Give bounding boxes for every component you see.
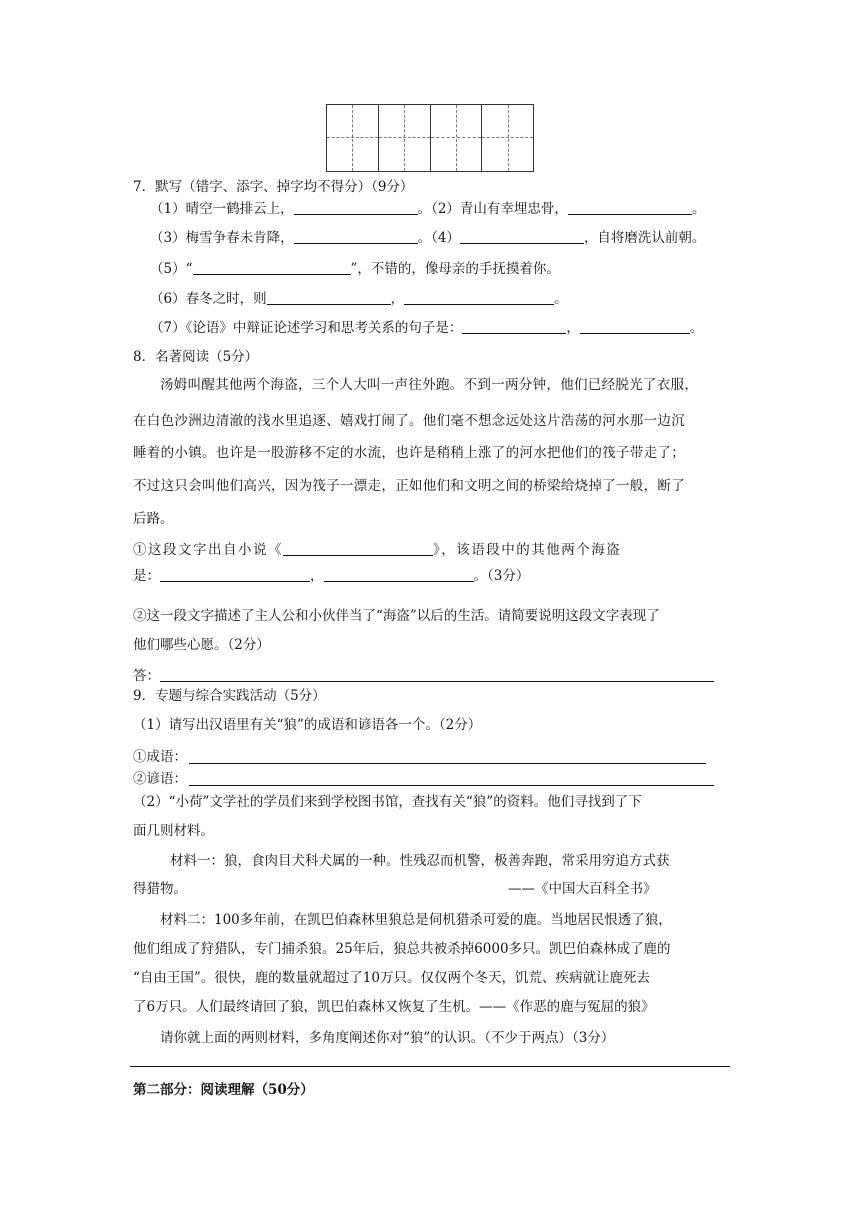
answer-blank[interactable] bbox=[193, 260, 351, 275]
material2-line: “自由王国”。很快，鹿的数量就超过了10万只。仅仅两个冬天，饥荒、疾病就让鹿死去 bbox=[133, 970, 650, 986]
q9-title: 9．专题与综合实践活动（5分） bbox=[133, 688, 326, 704]
grid-cell bbox=[379, 105, 431, 171]
q7-line2 bbox=[150, 229, 705, 247]
answer-blank[interactable] bbox=[404, 290, 554, 305]
answer-line[interactable] bbox=[160, 681, 714, 682]
q7-l3-text: （5）“ bbox=[150, 261, 193, 277]
writing-grid bbox=[326, 104, 534, 172]
passage-line: 在白色沙洲边清澈的浅水里追逐、嬉戏打闹了。他们毫不想念远处这片浩荡的河水那一边沉 bbox=[133, 413, 685, 429]
q7-l3-end: ”，不错的，像母亲的手抚摸着你。 bbox=[350, 261, 560, 277]
passage-line: 睡着的小镇。也许是一股游移不定的水流，也许是稍稍上涨了的河水把他们的筏子带走了； bbox=[133, 445, 685, 461]
q7-l5-text: （7）《论语》中辩证论述学习和思考关系的句子是： bbox=[150, 320, 463, 336]
q9-task: 请你就上面的两则材料，多角度阐述你对“狼”的认识。（不少于两点）（3分） bbox=[160, 1030, 615, 1046]
q8-sub2: ②这一段文字描述了主人公和小伙伴当了“海盗”以后的生活。请简要说明这段文字表现了 bbox=[133, 608, 660, 624]
q7-l2-text2: 。（4） bbox=[417, 230, 460, 246]
answer-blank[interactable] bbox=[160, 567, 310, 582]
q8-s1-text: ①这段文字出自小说《 bbox=[133, 542, 283, 558]
answer-blank[interactable] bbox=[324, 567, 474, 582]
q7-l5-sep: ， bbox=[566, 320, 580, 336]
q7-line3 bbox=[150, 260, 560, 278]
answer-label: 答： bbox=[133, 668, 160, 684]
q8-s1-label: 是： bbox=[133, 568, 160, 584]
q8-title: 8．名著阅读（5分） bbox=[133, 349, 259, 365]
q7-title: 7．默写（错字、添字、掉字均不得分）（9分） bbox=[133, 179, 414, 195]
q7-l4-end: 。 bbox=[554, 291, 568, 307]
material2-line: 材料二：100多年前，在凯巴伯森林里狼总是伺机猎杀可爱的鹿。当地居民恨透了狼， bbox=[160, 912, 672, 928]
answer-blank[interactable] bbox=[460, 229, 584, 244]
answer-blank[interactable] bbox=[267, 290, 391, 305]
q8-sub1 bbox=[133, 541, 621, 559]
q7-line4 bbox=[150, 290, 568, 308]
grid-cell bbox=[431, 105, 483, 171]
q7-l1-end: 。 bbox=[691, 201, 706, 217]
passage-line: 后路。 bbox=[133, 511, 174, 527]
q7-l1-text2: 。（2）青山有幸埋忠骨， bbox=[417, 201, 568, 217]
q9-sub1: （1）请写出汉语里有关“狼”的成语和谚语各一个。（2分） bbox=[133, 717, 482, 733]
answer-blank[interactable] bbox=[283, 541, 433, 556]
answer-blank[interactable] bbox=[568, 200, 692, 215]
answer-blank[interactable] bbox=[294, 200, 418, 215]
passage-line: 不过这只会叫他们高兴，因为筏子一漂走，正如他们和文明之间的桥梁给烧掉了一般，断了 bbox=[133, 478, 685, 494]
part2-heading: 第二部分：阅读理解（50分） bbox=[133, 1082, 314, 1098]
proverb-label: ②谚语： bbox=[133, 771, 187, 787]
material2-line: 了6万只。人们最终请回了狼，凯巴伯森林又恢复了生机。——《作恶的鹿与冤屈的狼》 bbox=[133, 999, 655, 1015]
q8-s1-text2: 》，该语段中的其他两个海盗 bbox=[433, 542, 622, 558]
q8-s1-end: 。（3分） bbox=[473, 568, 530, 584]
q9-sub2-cont: 面几则材料。 bbox=[133, 823, 214, 839]
q7-l5-end: 。 bbox=[689, 320, 704, 336]
q8-s1-sep: ， bbox=[310, 568, 324, 584]
q7-line5 bbox=[150, 319, 703, 337]
material2-line: 他们组成了狩猎队，专门捕杀狼。25年后，狼总共被杀掉6000多只。凯巴伯森林成了鹿的 bbox=[133, 941, 671, 957]
answer-blank[interactable] bbox=[462, 319, 566, 334]
material1-line: 材料一：狼，食肉目犬科犬属的一种。性残忍而机警，极善奔跑，常采用穷追方式获 bbox=[170, 853, 670, 869]
q7-l2-end: ，自将磨洗认前朝。 bbox=[583, 230, 706, 246]
grid-cell bbox=[327, 105, 379, 171]
q7-l4-sep: ， bbox=[390, 291, 405, 307]
grid-cell bbox=[482, 105, 533, 171]
answer-blank[interactable] bbox=[580, 319, 690, 334]
q7-line1 bbox=[150, 200, 705, 218]
material1-line: 得猎物。 bbox=[133, 881, 187, 897]
section-divider bbox=[130, 1066, 730, 1067]
q9-sub2: （2）“小荷”文学社的学员们来到学校图书馆，查找有关“狼”的资料。他们寻找到了下 bbox=[133, 794, 642, 810]
q7-l2-text: （3）梅雪争春未肯降， bbox=[150, 230, 294, 246]
idiom-label: ①成语： bbox=[133, 749, 187, 765]
q8-sub2-cont: 他们哪些心愿。（2分） bbox=[133, 637, 270, 653]
material1-source: ——《中国大百科全书》 bbox=[508, 881, 657, 897]
proverb-answer-line[interactable] bbox=[189, 785, 714, 786]
answer-blank[interactable] bbox=[294, 229, 418, 244]
q7-l4-text: （6）春冬之时，则 bbox=[150, 291, 267, 307]
q7-l1-text: （1）晴空一鹤排云上， bbox=[150, 201, 294, 217]
idiom-answer-line[interactable] bbox=[189, 763, 706, 764]
passage-line: 汤姆叫醒其他两个海盗，三个人大叫一声往外跑。不到一两分钟，他们已经脱光了衣服， bbox=[160, 377, 699, 393]
q8-sub1-cont bbox=[133, 567, 529, 585]
